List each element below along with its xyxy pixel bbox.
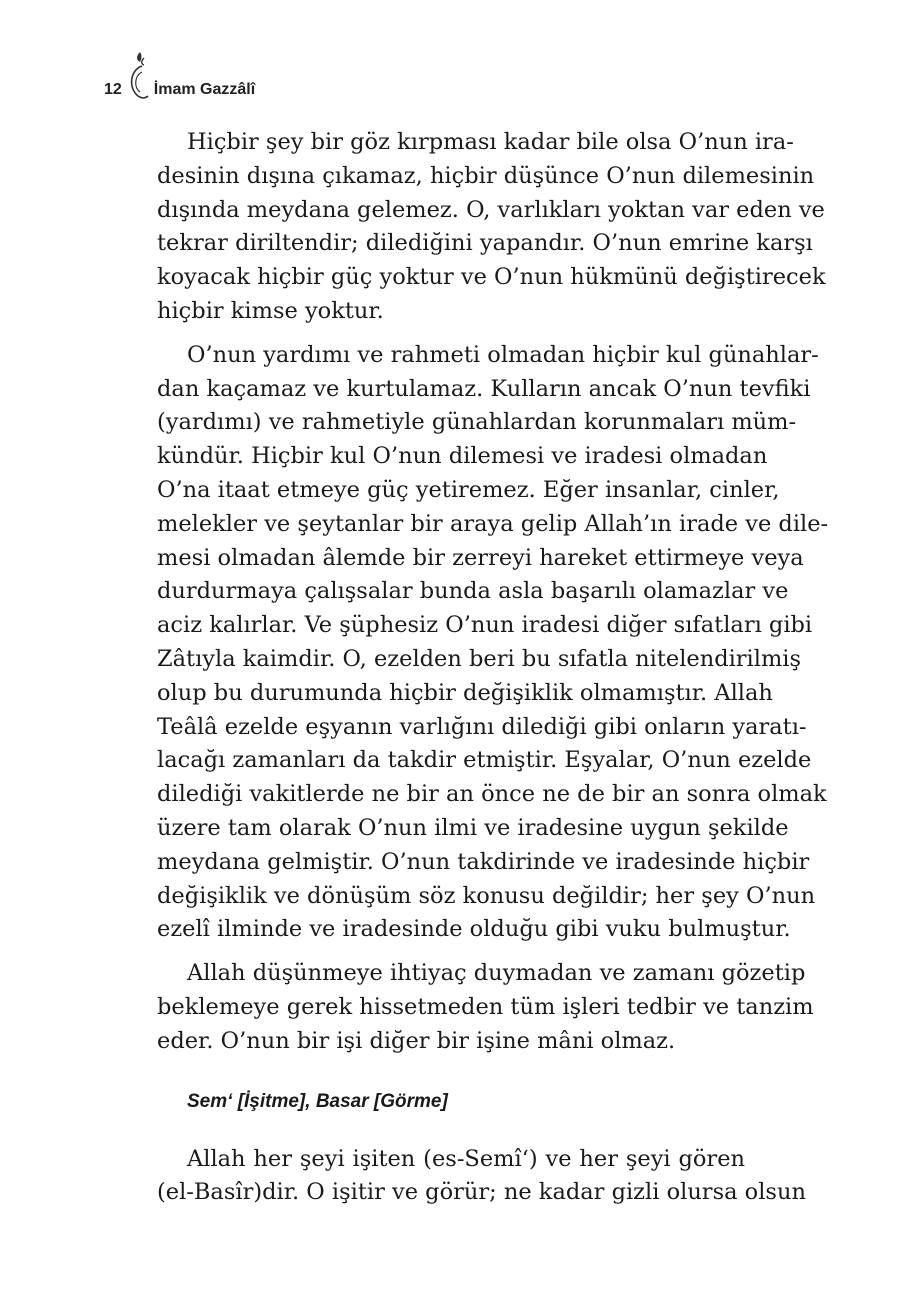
running-header — [104, 44, 255, 104]
paragraph — [157, 1143, 806, 1211]
text-line: beklemeye gerek hissetmeden tüm işleri tedbir ve tanzim — [157, 993, 814, 1020]
text-line: mesi olmadan âlemde bir zerreyi hareket ettirmeye veya — [157, 544, 804, 571]
text-line: üzere tam olarak O’nun ilmi ve iradesine uygun şekilde — [157, 814, 789, 841]
text-line: Teâlâ ezelde eşyanın varlığını dilediği gibi onların yaratı- — [157, 713, 807, 740]
text-line: koyacak hiçbir güç yoktur ve O’nun hükmünü değiştirecek — [157, 264, 826, 291]
text-line: kündür. Hiçbir kul O’nun dilemesi ve iradesi olmadan — [157, 443, 768, 470]
text-line: eder. O’nun bir işi diğer bir işine mâni olmaz. — [157, 1027, 676, 1054]
text-line: değişiklik ve dönüşüm söz konusu değildir; her şey O’nun — [157, 882, 816, 909]
text-line: Hiçbir şey bir göz kırpması kadar bile olsa O’nun ira- — [187, 129, 794, 155]
text-line: Allah düşünmeye ihtiyaç duymadan ve zamanı gözetip — [187, 960, 806, 987]
text-line: lacağı zamanları da takdir etmiştir. Eşyalar, O’nun ezelde — [157, 747, 812, 774]
text-line: dan kaçamaz ve kurtulamaz. Kulların ancak O’nun tevfiki — [157, 375, 811, 402]
page-number: 12 — [104, 81, 122, 98]
text-line: aciz kalırlar. Ve şüphesiz O’nun iradesi diğer sıfatları gibi — [157, 612, 813, 639]
text-line: meydana gelmiştir. O’nun takdirinde ve iradesinde hiçbir — [157, 848, 810, 875]
paragraph — [157, 126, 826, 329]
text-line: durdurmaya çalışsalar bunda asla başarılı olamazlar ve — [157, 578, 789, 605]
book-title: İmam Gazzâlî — [153, 81, 256, 98]
page-body — [157, 126, 829, 1220]
text-line: hiçbir kimse yoktur. — [157, 297, 384, 324]
text-line: Zâtıyla kaimdir. O, ezelden beri bu sıfatla nitelendirilmiş — [157, 645, 802, 672]
text-line: O’na itaat etmeye güç yetiremez. Eğer insanlar, cinler, — [157, 476, 780, 503]
text-line: olup bu durumunda hiçbir değişiklik olmamıştır. Allah — [157, 679, 773, 706]
section-heading: Sem‘ [İşitme], Basar [Görme] — [187, 1090, 448, 1112]
text-line: tekrar diriltendir; dilediğini yapandır. O’nun emrine karşı — [157, 230, 813, 257]
text-line: melekler ve şeytanlar bir araya gelip Allah’ın irade ve dile- — [157, 510, 829, 537]
text-line: dilediği vakitlerde ne bir an önce ne de bir an sonra olmak — [157, 781, 827, 808]
text-line: dışında meydana gelemez. O, varlıkları yoktan var eden ve — [157, 196, 825, 223]
paragraph — [157, 957, 814, 1058]
text-line: (yardımı) ve rahmetiyle günahlardan korunmaları müm- — [157, 409, 797, 436]
text-line: Allah her şeyi işiten (es-Semî‘) ve her şeyi gören — [187, 1145, 745, 1172]
text-line: O’nun yardımı ve rahmeti olmadan hiçbir kul günahlar- — [187, 341, 819, 368]
leaf-ornament-icon — [124, 48, 152, 104]
paragraph — [157, 339, 829, 947]
text-line: (el-Basîr)dir. O işitir ve görür; ne kadar gizli olursa olsun — [157, 1179, 806, 1206]
text-line: ezelî ilminde ve iradesinde olduğu gibi vuku bulmuştur. — [157, 916, 791, 943]
text-line: desinin dışına çıkamaz, hiçbir düşünce O’nun dilemesinin — [157, 162, 815, 189]
